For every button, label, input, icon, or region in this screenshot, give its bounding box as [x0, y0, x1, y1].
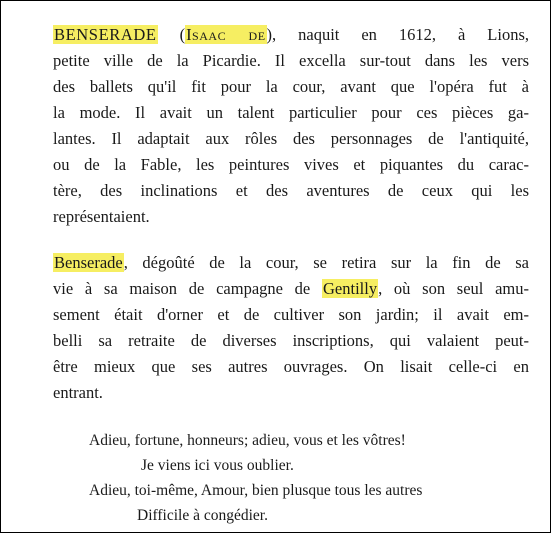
- paragraph-1-line-3: des ballets qu'il fit pour la cour, avant que l'opéra fut à: [53, 77, 529, 96]
- verse-line-4: Difficile à congédier.: [137, 507, 268, 524]
- paragraph-2-line-1-rest: , dégoûté de la cour, se retira sur la fin de sa: [123, 253, 529, 272]
- paragraph-2-line-6: entrant.: [53, 383, 103, 402]
- highlighted-name-benserade-2: Benserade: [54, 253, 123, 272]
- title-open-paren: (: [179, 25, 186, 44]
- paragraph-1-line-2: petite ville de la Picardie. Il excella sur-tout dans les vers: [53, 51, 529, 70]
- paragraph-2-line-1: [53, 251, 529, 275]
- highlighted-name-isaac-de: Isaac de: [186, 25, 266, 44]
- paragraph-2-line-4: belli sa retraite de diverses inscriptions, qui valaient peut-: [53, 331, 529, 350]
- paragraph-1-line-1: [53, 23, 529, 47]
- paragraph-2-line-5: être mieux que ses autres ouvrages. On lisait celle-ci en: [53, 357, 529, 376]
- verse-line-3: Adieu, toi-même, Amour, bien plusque tous les autres: [89, 482, 423, 499]
- title-close-paren: ): [266, 25, 273, 44]
- verse-line-1: Adieu, fortune, honneurs; adieu, vous et les vôtres!: [89, 432, 406, 449]
- paragraph-1-line-4: la mode. Il avait un talent particulier pour ces pièces ga-: [53, 103, 529, 122]
- paragraph-1-line-7: tère, des inclinations et des aventures de ceux qui les: [53, 181, 529, 200]
- paragraph-1-line-8: représentaient.: [53, 207, 150, 226]
- paragraph-2-line-3: sement était d'orner et de cultiver son jardin; il avait em-: [53, 305, 529, 324]
- paragraph-1-line-6: ou de la Fable, les peintures vives et piquantes du carac-: [53, 155, 529, 174]
- paragraph-2-line-2-rest: , où son seul amu-: [378, 279, 529, 298]
- paragraph-1-line-5: lantes. Il adaptait aux rôles des personnages de l'antiquité,: [53, 129, 529, 148]
- paragraph-2-line-2-start: vie à sa maison de campagne de: [53, 279, 322, 298]
- highlighted-place-gentilly: Gentilly: [323, 279, 378, 298]
- paragraph-2-line-2: [53, 277, 529, 301]
- verse-line-2: Je viens ici vous oublier.: [141, 457, 294, 474]
- paragraph-1-line-1-rest: , naquit en 1612, à Lions,: [272, 25, 529, 44]
- highlighted-name-benserade: BENSERADE: [54, 25, 157, 44]
